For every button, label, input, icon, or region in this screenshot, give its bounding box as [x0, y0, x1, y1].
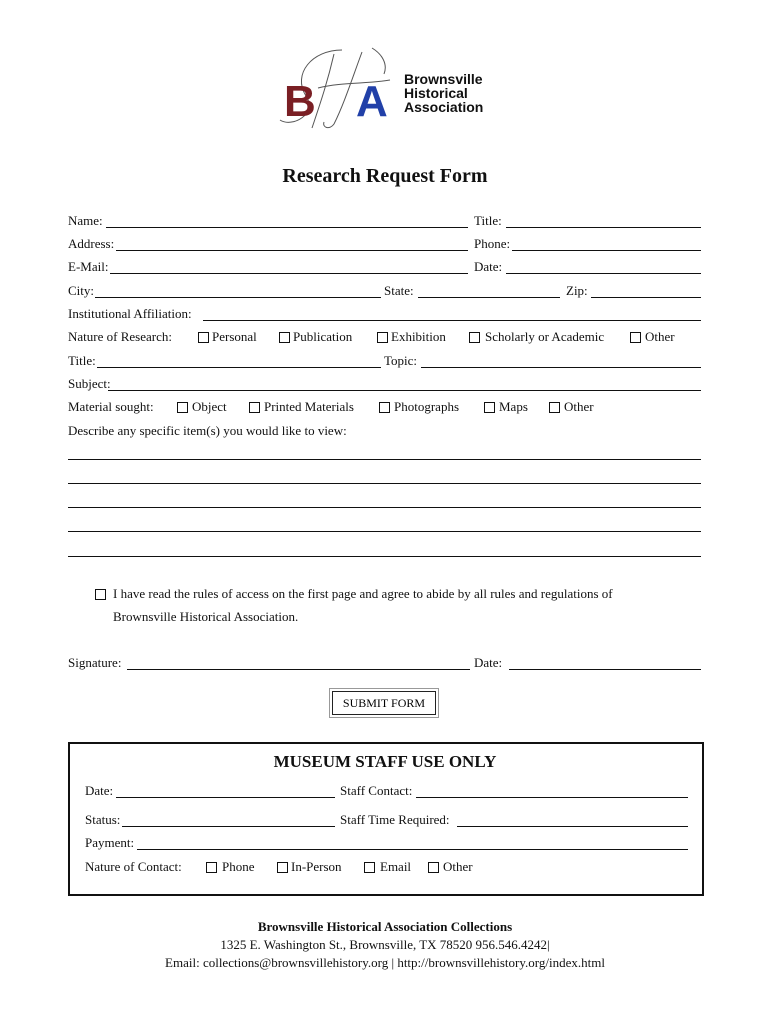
agreement-text-line1: I have read the rules of access on the first page and agree to abide by all rules and regulations of	[113, 586, 613, 601]
topic-field[interactable]	[421, 367, 701, 368]
phone-field[interactable]	[512, 250, 701, 251]
name-field[interactable]	[106, 227, 468, 228]
material-object-label: Object	[192, 399, 227, 414]
contact-email-label: Email	[380, 859, 412, 874]
signature-label: Signature:	[68, 655, 122, 670]
nature-of-research-label: Nature of Research:	[68, 329, 172, 344]
contact-in-person-label: In-Person	[291, 859, 342, 874]
title-label: Title:	[474, 213, 502, 228]
staff-date-field[interactable]	[116, 797, 335, 798]
logo-org-line1: Brownsville	[404, 71, 483, 87]
city-label: City:	[68, 283, 95, 298]
address-label: Address:	[68, 236, 115, 251]
describe-line-5[interactable]	[68, 556, 701, 557]
staff-contact-field[interactable]	[416, 797, 688, 798]
date-field[interactable]	[506, 273, 701, 274]
describe-line-4[interactable]	[68, 531, 701, 532]
footer-contact: Email: collections@brownsvillehistory.org | http://brownsvillehistory.org/index.html	[165, 955, 605, 970]
research-exhibition-checkbox[interactable]	[377, 332, 388, 343]
staff-date-label: Date:	[85, 783, 114, 798]
research-title-field[interactable]	[97, 367, 381, 368]
contact-in-person-checkbox[interactable]	[277, 862, 288, 873]
footer-org-name: Brownsville Historical Association Collections	[257, 919, 513, 934]
research-scholarly-label: Scholarly or Academic	[485, 329, 605, 344]
title-field[interactable]	[506, 227, 701, 228]
material-maps-checkbox[interactable]	[484, 402, 495, 413]
material-printed-label: Printed Materials	[264, 399, 354, 414]
phone-label: Phone:	[474, 236, 511, 251]
material-photographs-checkbox[interactable]	[379, 402, 390, 413]
material-printed-checkbox[interactable]	[249, 402, 260, 413]
staff-status-field[interactable]	[122, 826, 335, 827]
agreement-text-line2: Brownsville Historical Association.	[113, 609, 299, 624]
nature-of-contact-label: Nature of Contact:	[85, 859, 182, 874]
staff-contact-label: Staff Contact:	[340, 783, 413, 798]
research-other-label: Other	[645, 329, 675, 344]
research-other-checkbox[interactable]	[630, 332, 641, 343]
material-object-checkbox[interactable]	[177, 402, 188, 413]
topic-label: Topic:	[384, 353, 418, 368]
describe-line-2[interactable]	[68, 483, 701, 484]
logo-org-line3: Association	[404, 99, 484, 115]
describe-label: Describe any specific item(s) you would like to view:	[68, 423, 347, 438]
material-photographs-label: Photographs	[394, 399, 459, 414]
agreement-checkbox[interactable]	[95, 589, 106, 600]
research-exhibition-label: Exhibition	[391, 329, 446, 344]
signature-field[interactable]	[127, 669, 470, 670]
submit-form-button[interactable]: SUBMIT FORM	[332, 691, 436, 715]
contact-other-checkbox[interactable]	[428, 862, 439, 873]
staff-time-field[interactable]	[457, 826, 688, 827]
staff-time-label: Staff Time Required:	[340, 812, 450, 827]
research-publication-label: Publication	[293, 329, 353, 344]
affiliation-label: Institutional Affiliation:	[68, 306, 192, 321]
logo	[272, 44, 502, 132]
zip-field[interactable]	[591, 297, 701, 298]
staff-status-label: Status:	[85, 812, 121, 827]
footer-address: 1325 E. Washington St., Brownsville, TX 78520 956.546.4242|	[220, 937, 550, 952]
describe-line-1[interactable]	[68, 459, 701, 460]
zip-label: Zip:	[566, 283, 588, 298]
state-label: State:	[384, 283, 414, 298]
staff-heading: MUSEUM STAFF USE ONLY	[273, 752, 497, 771]
staff-payment-field[interactable]	[137, 849, 688, 850]
city-field[interactable]	[95, 297, 381, 298]
material-other-label: Other	[564, 399, 594, 414]
logo-monogram	[272, 44, 404, 132]
name-label: Name:	[68, 213, 103, 228]
address-field[interactable]	[116, 250, 468, 251]
logo-letter-a: A	[356, 77, 388, 126]
date-label: Date:	[474, 259, 503, 274]
contact-other-label: Other	[443, 859, 473, 874]
email-field[interactable]	[110, 273, 468, 274]
staff-payment-label: Payment:	[85, 835, 135, 850]
research-personal-label: Personal	[212, 329, 257, 344]
contact-email-checkbox[interactable]	[364, 862, 375, 873]
material-maps-label: Maps	[499, 399, 528, 414]
logo-letter-b: B	[284, 77, 316, 126]
research-scholarly-checkbox[interactable]	[469, 332, 480, 343]
contact-phone-checkbox[interactable]	[206, 862, 217, 873]
research-publication-checkbox[interactable]	[279, 332, 290, 343]
state-field[interactable]	[418, 297, 560, 298]
signature-date-field[interactable]	[509, 669, 701, 670]
logo-org-line2: Historical	[404, 85, 468, 101]
research-title-label: Title:	[68, 353, 96, 368]
subject-field[interactable]	[108, 390, 701, 391]
subject-label: Subject:	[68, 376, 111, 391]
form-title: Research Request Form	[282, 165, 488, 187]
signature-date-label: Date:	[474, 655, 503, 670]
contact-phone-label: Phone	[222, 859, 255, 874]
describe-line-3[interactable]	[68, 507, 701, 508]
material-sought-label: Material sought:	[68, 399, 154, 414]
email-label: E-Mail:	[68, 259, 109, 274]
affiliation-field[interactable]	[203, 320, 701, 321]
research-personal-checkbox[interactable]	[198, 332, 209, 343]
material-other-checkbox[interactable]	[549, 402, 560, 413]
